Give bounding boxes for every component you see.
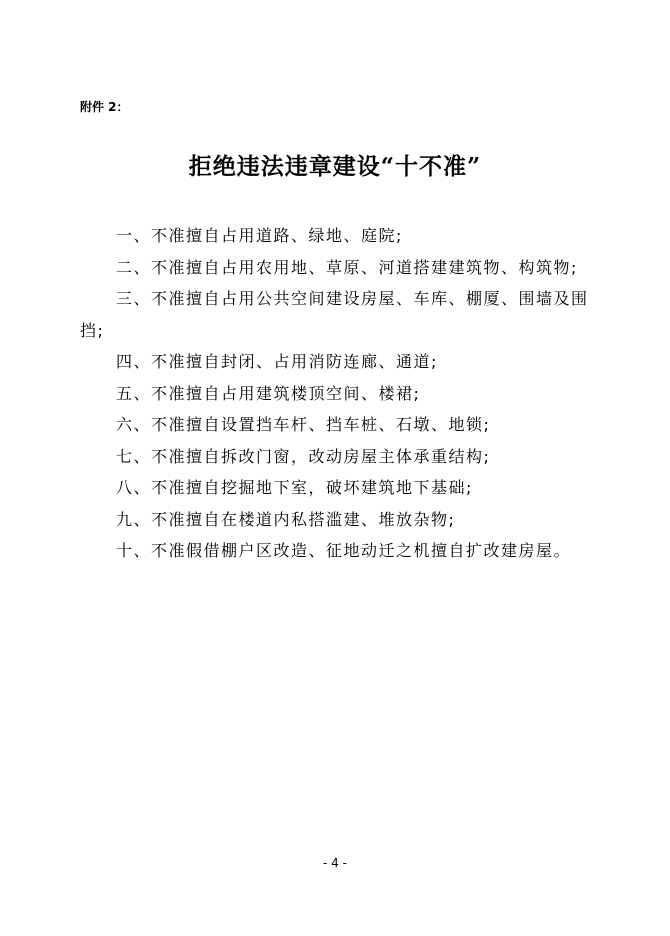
attachment-label: 附件 2： <box>80 100 129 114</box>
regulation-item-2: 二、不准擅自占用农用地、草原、河道搭建建筑物、构筑物; <box>116 257 578 277</box>
regulation-item-8: 八、不准擅自挖掘地下室，破坏建筑地下基础; <box>116 478 473 497</box>
page-number: - 4 - <box>323 856 347 870</box>
document-title: 拒绝违法违章建设“十不准” <box>188 153 482 180</box>
regulation-item-3: 三、不准擅自占用公共空间建设房屋、车库、棚厦、围墙及围挡; <box>80 289 589 340</box>
regulation-item-6: 六、不准擅自设置挡车杆、挡车桩、石墩、地锁; <box>116 415 491 434</box>
regulation-item-9: 九、不准擅自在楼道内私搭滥建、堆放杂物; <box>116 509 456 529</box>
regulation-item-10: 十、不准假借棚户区改造、征地动迁之机擅自扩改建房屋。 <box>116 541 572 560</box>
regulation-list <box>80 220 590 567</box>
regulation-item-5: 五、不准擅自占用建筑楼顶空间、楼裙; <box>116 383 421 403</box>
regulation-item-7: 七、不准擅自拆改门窗，改动房屋主体承重结构; <box>116 446 491 466</box>
regulation-item-1: 一、不准擅自占用道路、绿地、庭院; <box>116 226 403 245</box>
regulation-item-4: 四、不准擅自封闭、占用消防连廊、通道; <box>116 352 438 371</box>
